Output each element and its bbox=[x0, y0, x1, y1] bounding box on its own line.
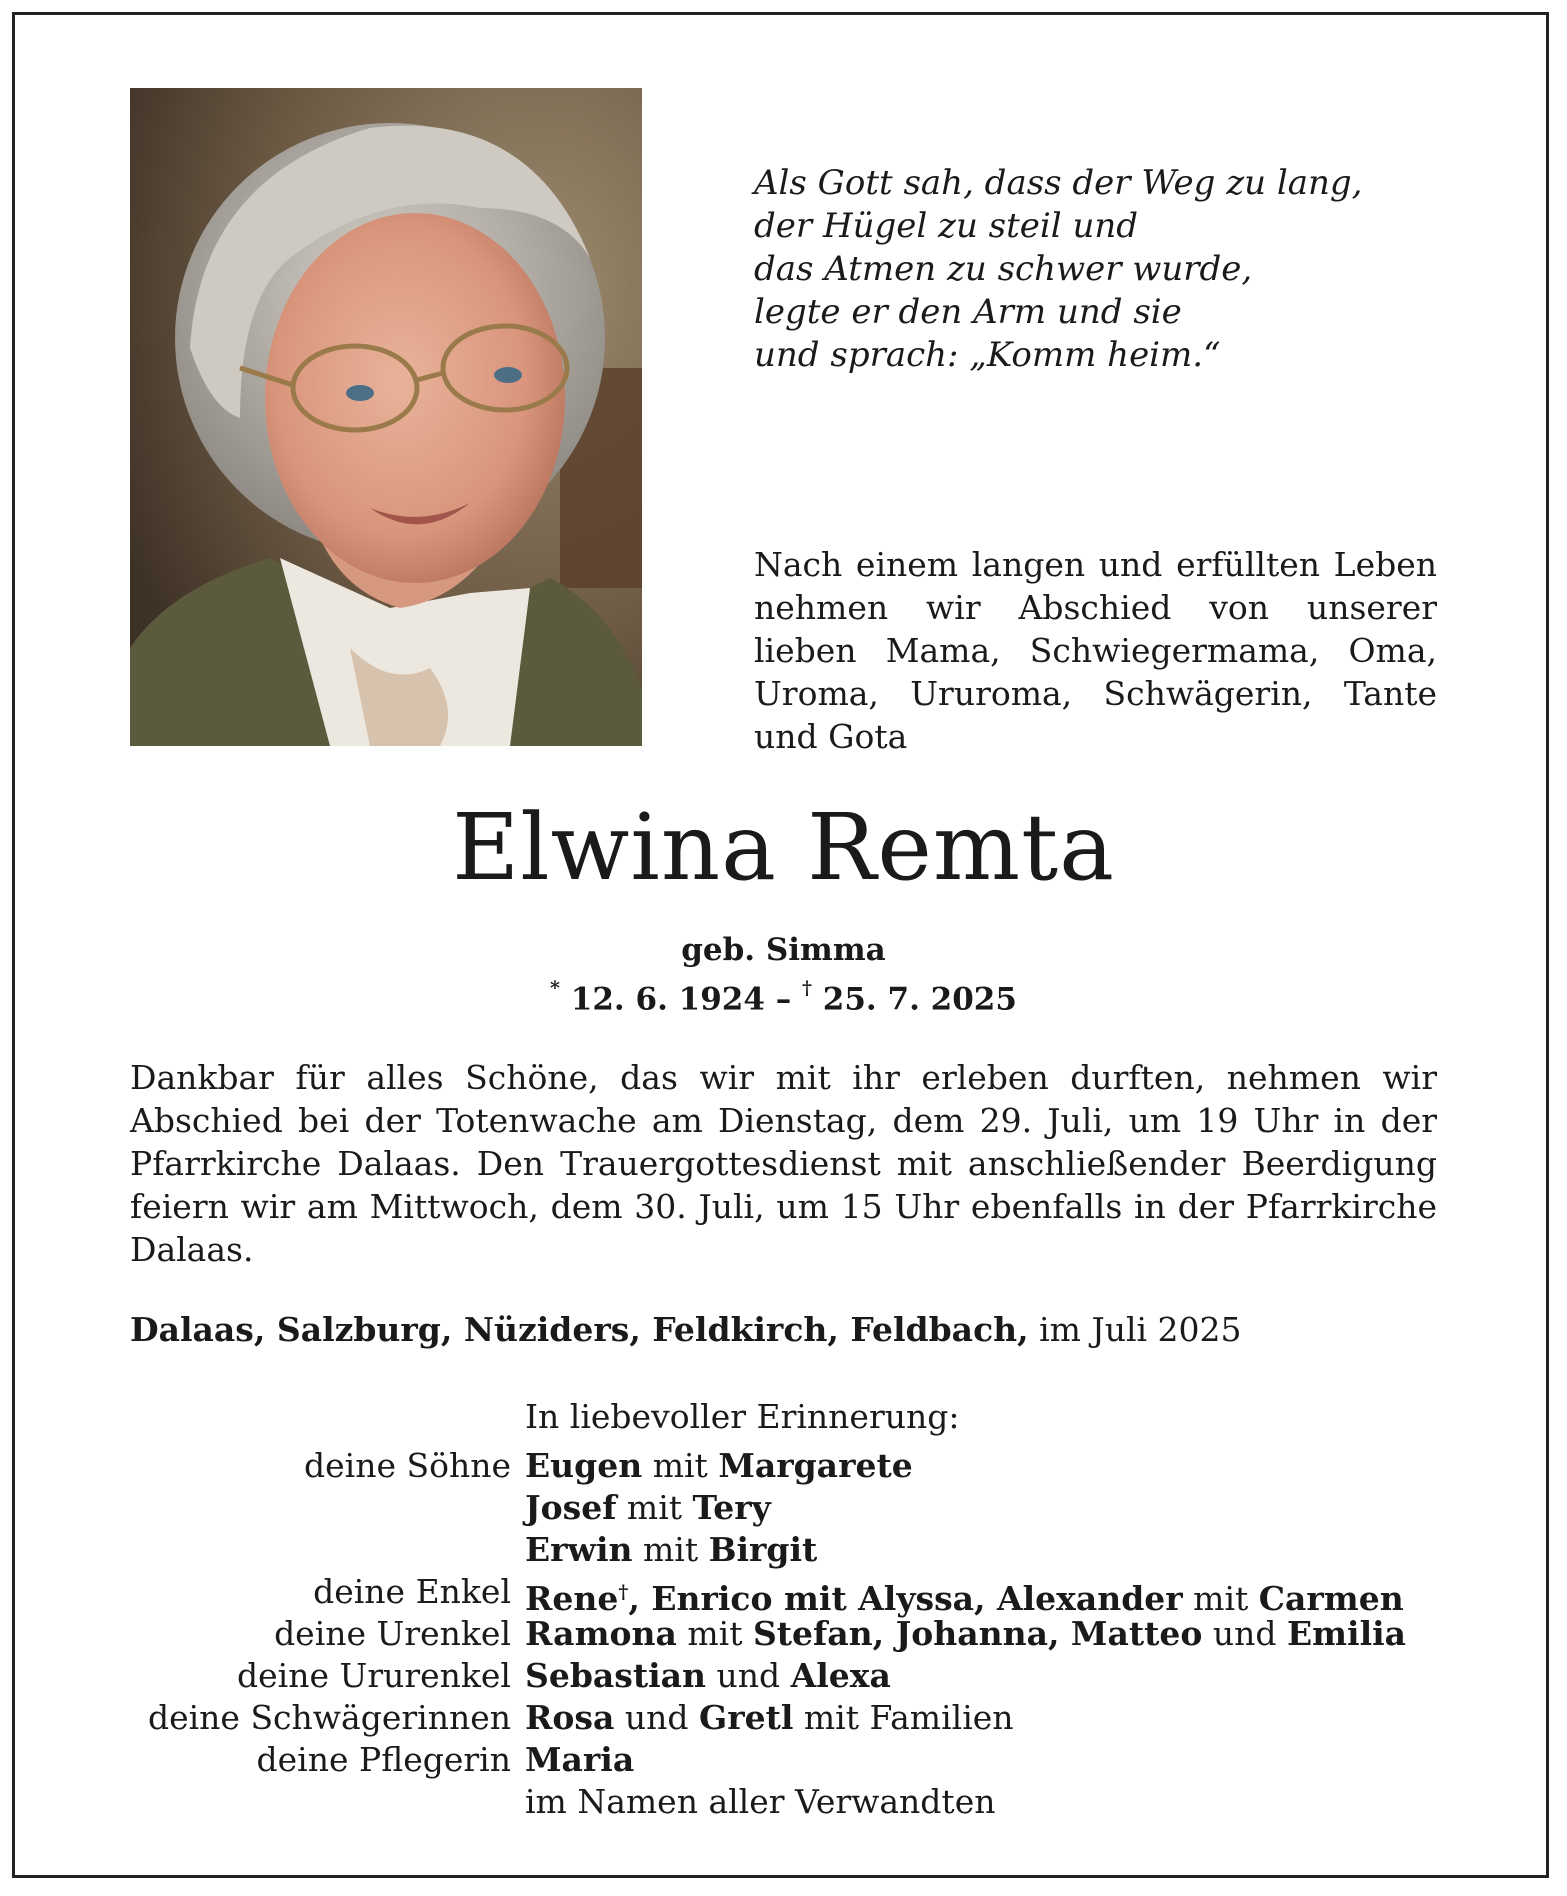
death-symbol: † bbox=[802, 977, 812, 999]
poem-line: das Atmen zu schwer wurde, bbox=[754, 249, 1253, 289]
family-names bbox=[525, 1445, 913, 1487]
portrait-photo bbox=[130, 88, 642, 746]
relation-label: deine Pflegerin bbox=[256, 1740, 511, 1779]
relation-label: deine Schwägerinnen bbox=[147, 1698, 511, 1737]
poem-line: und sprach: „Komm heim.“ bbox=[754, 335, 1221, 375]
family-row-sons bbox=[0, 1529, 1567, 1571]
family-name: Eugen bbox=[525, 1446, 643, 1485]
conjunction: mit bbox=[632, 1530, 709, 1569]
memory-heading: In liebevoller Erinnerung: bbox=[525, 1397, 960, 1436]
life-dates bbox=[0, 972, 1567, 1019]
family-name: Maria bbox=[525, 1740, 635, 1779]
deceased-name: Elwina Remta bbox=[452, 794, 1115, 901]
date-separator: – bbox=[764, 981, 803, 1018]
family-list bbox=[0, 1445, 1567, 1781]
poem bbox=[754, 162, 1434, 377]
conjunction: und bbox=[706, 1656, 791, 1695]
family-suffix: mit Familien bbox=[793, 1698, 1014, 1737]
family-row-sisters-in-law bbox=[0, 1697, 1567, 1739]
conjunction: und bbox=[1202, 1614, 1287, 1653]
family-row-grandchildren bbox=[0, 1571, 1567, 1618]
family-name: Erwin bbox=[525, 1530, 633, 1569]
family-names bbox=[525, 1487, 771, 1529]
family-names bbox=[525, 1655, 891, 1697]
poem-line: der Hügel zu steil und bbox=[754, 206, 1139, 246]
family-row-great-grandchildren bbox=[0, 1613, 1567, 1655]
family-name: Stefan, Johanna, Matteo bbox=[752, 1614, 1203, 1653]
family-row-sons bbox=[0, 1487, 1567, 1529]
family-name: Birgit bbox=[708, 1530, 818, 1569]
family-name: , Enrico mit Alyssa, Alexander bbox=[628, 1579, 1183, 1618]
family-name: Ramona bbox=[525, 1614, 677, 1653]
relation-label: deine Urenkel bbox=[274, 1614, 511, 1653]
places-date: im Juli 2025 bbox=[1028, 1310, 1242, 1349]
poem-line: legte er den Arm und sie bbox=[754, 292, 1182, 332]
closing-line: im Namen aller Verwandten bbox=[525, 1782, 996, 1821]
family-names bbox=[525, 1739, 634, 1781]
family-name: Sebastian bbox=[525, 1656, 707, 1695]
family-name: Josef bbox=[525, 1488, 617, 1527]
places-line bbox=[130, 1308, 1437, 1351]
family-name: Alexa bbox=[790, 1656, 891, 1695]
family-name: Margarete bbox=[718, 1446, 913, 1485]
family-row-sons bbox=[0, 1445, 1567, 1487]
conjunction: und bbox=[614, 1698, 700, 1737]
poem-line: Als Gott sah, dass der Weg zu lang, bbox=[754, 163, 1363, 203]
maiden-name: geb. Simma bbox=[681, 932, 886, 968]
family-name: Emilia bbox=[1286, 1614, 1407, 1653]
family-names bbox=[525, 1613, 1406, 1655]
family-row-great-great-grandchildren bbox=[0, 1655, 1567, 1697]
relation-label: deine Enkel bbox=[313, 1572, 511, 1611]
intro-text: Nach einem langen und erfüllten Leben nehmen wir Abschied von unserer lieben Mama, Schwiegermama, Oma, Uroma, Ururoma, Schwägerin, Tante und Gota bbox=[754, 545, 1437, 756]
birth-symbol: * bbox=[550, 977, 560, 999]
conjunction: mit bbox=[676, 1614, 753, 1653]
family-names bbox=[525, 1529, 817, 1571]
family-name: Carmen bbox=[1258, 1579, 1404, 1618]
places-locations: Dalaas, Salzburg, Nüziders, Feldkirch, Feldbach, bbox=[130, 1310, 1029, 1349]
service-details: Dankbar für alles Schöne, das wir mit ihr erleben durften, nehmen wir Abschied bei der Totenwache am Dienstag, dem 29. Juli, um 19 Uhr in der Pfarrkirche Dalaas. Den Trauergottesdienst mit anschließender Beerdigung feiern wir am Mittwoch, dem 30. Juli, um 15 Uhr ebenfalls in der Pfarrkirche Dalaas. bbox=[130, 1058, 1437, 1269]
family-name: Rosa bbox=[525, 1698, 615, 1737]
death-date: 25. 7. 2025 bbox=[822, 981, 1017, 1018]
birth-date: 12. 6. 1924 bbox=[570, 981, 765, 1018]
relation-label: deine Söhne bbox=[304, 1446, 511, 1485]
relation-label: deine Ururenkel bbox=[237, 1656, 511, 1695]
cross-symbol: † bbox=[618, 1581, 629, 1603]
family-names bbox=[525, 1697, 1014, 1739]
family-name: Gretl bbox=[699, 1698, 794, 1737]
portrait-illustration bbox=[130, 88, 642, 746]
family-name: Tery bbox=[692, 1488, 771, 1527]
family-row-caregiver bbox=[0, 1739, 1567, 1781]
conjunction: mit bbox=[616, 1488, 693, 1527]
conjunction: mit bbox=[1182, 1579, 1259, 1618]
family-name: Rene bbox=[525, 1579, 619, 1618]
conjunction: mit bbox=[642, 1446, 719, 1485]
